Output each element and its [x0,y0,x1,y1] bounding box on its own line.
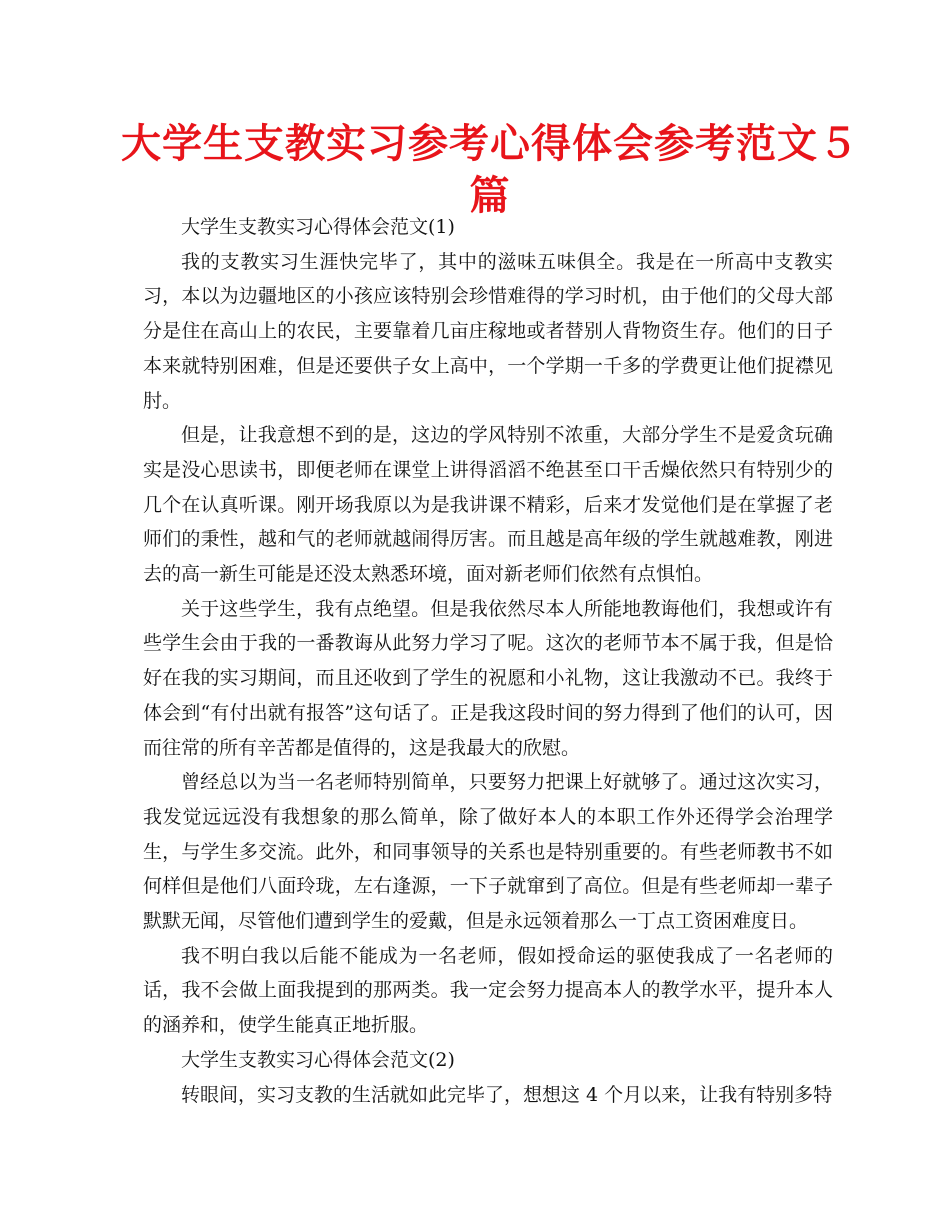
document-body [143,210,833,1112]
section-heading: 大学生支教实习心得体会范文(2) [181,1048,455,1071]
paragraph: 转眼间，实习支教的生活就如此完毕了，想想这 4 个月以来，让我有特别多特 [181,1083,833,1106]
paragraph: 我不明白我以后能不能成为一名老师，假如授命运的驱使我成了一名老师的话，我不会做上面我提到的那两类。我一定会努力提高本人的教学水平，提升本人的涵养和，使学生能真正地折服。 [143,944,833,1037]
paragraph: 我的支教实习生涯快完毕了，其中的滋味五味俱全。我是在一所高中支教实习，本以为边疆地区的小孩应该特别会珍惜难得的学习时机，由于他们的父母大部分是住在高山上的农民，主要靠着几亩庄稼地或者替别人背物资生存。他们的日子本来就特别困难，但是还要供子女上高中，一个学期一千多的学费更让他们捉襟见肘。 [143,250,833,412]
paragraph: 曾经总以为当一名老师特别简单，只要努力把课上好就够了。通过这次实习，我发觉远远没有我想象的那么简单，除了做好本人的本职工作外还得学会治理学生，与学生多交流。此外，和同事领导的关系也是特别重要的。有些老师教书不如何样但是他们八面玲珑，左右逢源，一下子就窜到了高位。但是有些老师却一辈子默默无闻，尽管他们遭到学生的爱戴，但是永远领着那么一丁点工资困难度日。 [143,771,833,933]
paragraph: 关于这些学生，我有点绝望。但是我依然尽本人所能地教诲他们，我想或许有些学生会由于我的一番教诲从此努力学习了呢。这次的老师节本不属于我，但是恰好在我的实习期间，而且还收到了学生的祝愿和小礼物，这让我激动不已。我终于体会到“有付出就有报答”这句话了。正是我这段时间的努力得到了他们的认可，因而往常的所有辛苦都是值得的，这是我最大的欣慰。 [143,597,833,759]
paragraph: 但是，让我意想不到的是，这边的学风特别不浓重，大部分学生不是爱贪玩确实是没心思读书，即便老师在课堂上讲得滔滔不绝甚至口干舌燥依然只有特别少的几个在认真听课。刚开场我原以为是我讲课不精彩，后来才发觉他们是在掌握了老师们的秉性，越和气的老师就越闹得厉害。而且越是高年级的学生就越难教，刚进去的高一新生可能是还没太熟悉环境，面对新老师们依然有点惧怕。 [143,424,833,586]
section-heading: 大学生支教实习心得体会范文(1) [181,216,455,238]
document-title: 大学生支教实习参考心得体会参考范文５篇 [121,121,859,219]
